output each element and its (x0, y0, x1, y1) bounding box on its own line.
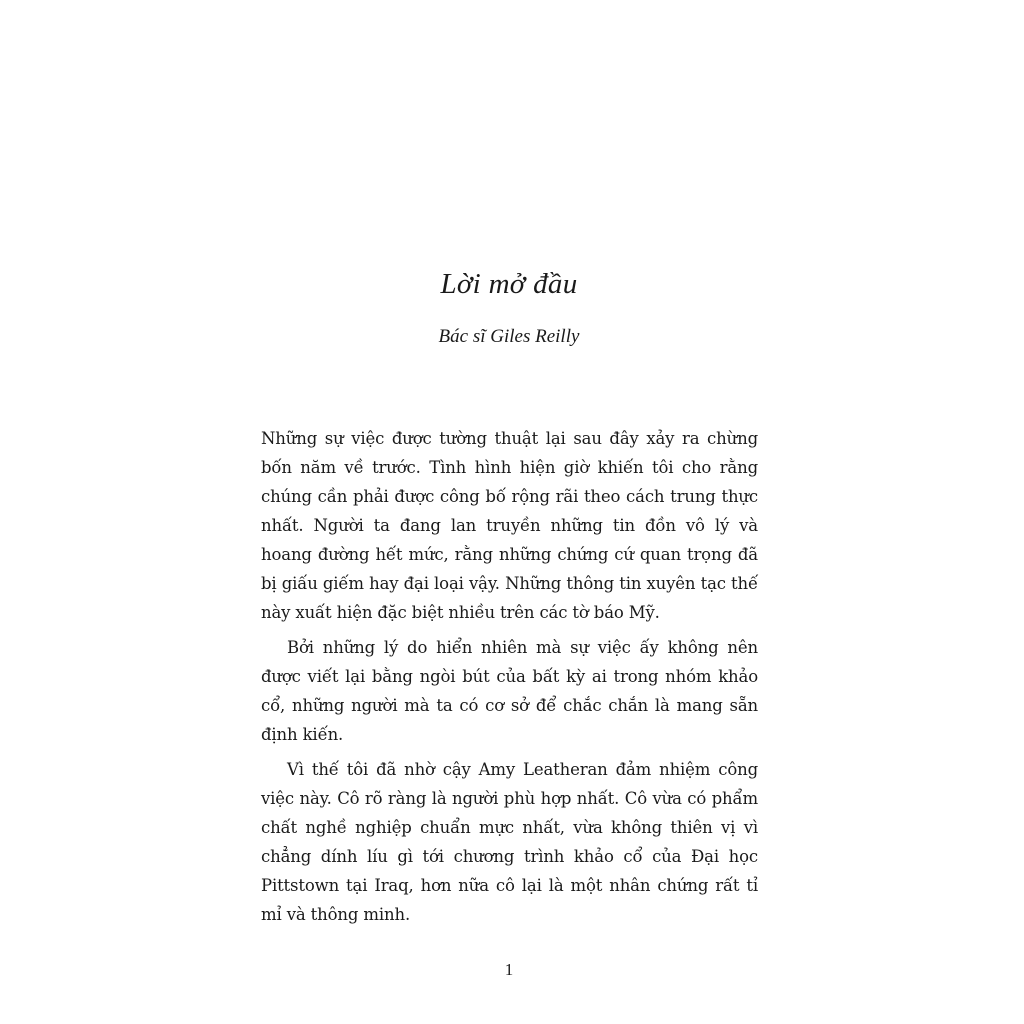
paragraph: Vì thế tôi đã nhờ cậy Amy Leatheran đảm nhiệm công việc này. Cô rõ ràng là người phù hợp nhất. Cô vừa có phẩm chất nghề nghiệp chuẩn mực nhất, vừa không thiên vị vì chẳng dính líu gì tới chương trình khảo cổ của Đại học Pittstown tại Iraq, hơn nữa cô lại là một nhân chứng rất tỉ mỉ và thông minh. (261, 760, 758, 924)
chapter-author: Bác sĩ Giles Reilly (438, 326, 580, 347)
chapter-title: Lời mở đầu (440, 268, 578, 300)
body-text (261, 424, 758, 935)
paragraph: Bởi những lý do hiển nhiên mà sự việc ấy không nên được viết lại bằng ngòi bút của bất kỳ ai trong nhóm khảo cổ, những người mà ta có cơ sở để chắc chắn là mang sẵn định kiến. (261, 638, 758, 744)
page-number: 1 (504, 960, 514, 979)
paragraph: Những sự việc được tường thuật lại sau đây xảy ra chừng bốn năm về trước. Tình hình hiện giờ khiến tôi cho rằng chúng cần phải được công bố rộng rãi theo cách trung thực nhất. Người ta đang lan truyền những tin đồn vô lý và hoang đường hết mức, rằng những chứng cứ quan trọng đã bị giấu giếm hay đại loại vậy. Những thông tin xuyên tạc thế này xuất hiện đặc biệt nhiều trên các tờ báo Mỹ. (261, 429, 758, 622)
